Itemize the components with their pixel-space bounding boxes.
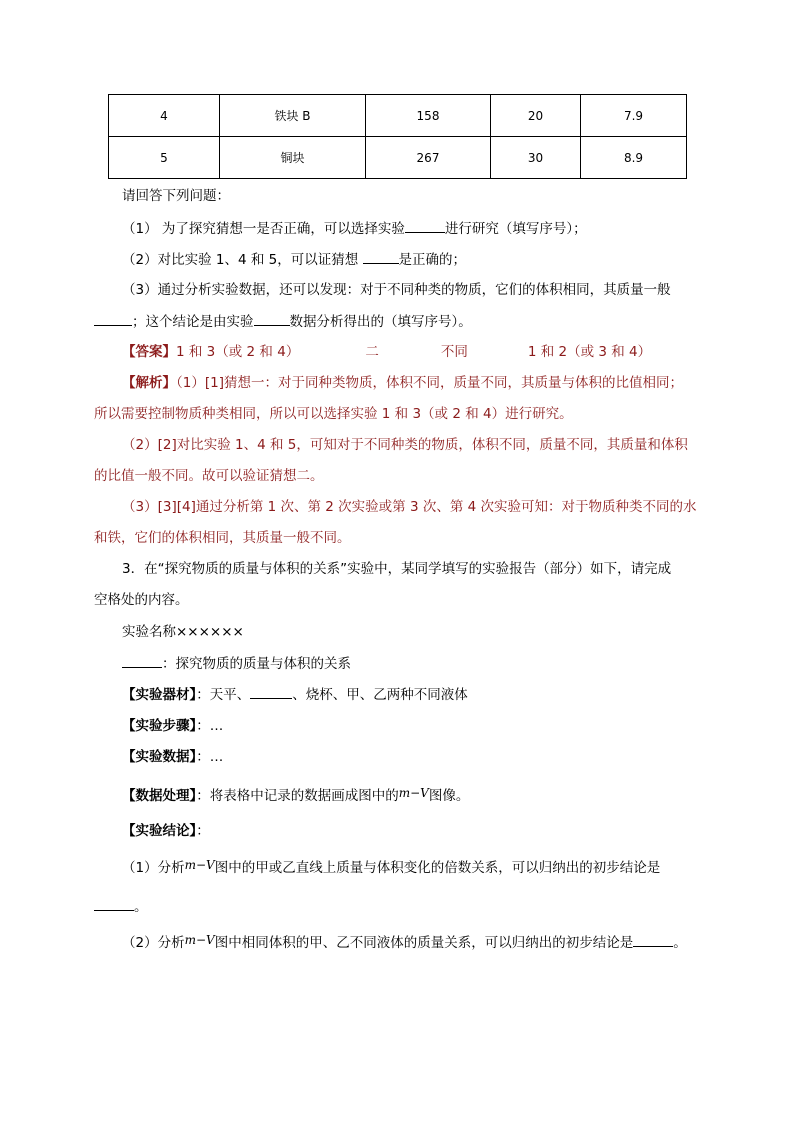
experiment-purpose: ：探究物质的质量与体积的关系 (122, 653, 700, 674)
analysis-1-line2: 所以需要控制物质种类相同，所以可以选择实验 1 和 3（或 2 和 4）进行研究。 (94, 406, 573, 422)
answer-2: 二 (365, 344, 379, 360)
table-row (109, 137, 687, 179)
table-row (109, 95, 687, 137)
conclusion-2: （2）分析m−V图中相同体积的甲、乙不同液体的质量关系，可以归纳出的初步结论是 。 (122, 933, 687, 951)
table-cell: 158 (366, 95, 491, 137)
answer-blank (250, 684, 292, 699)
problem-3-line2: 空格处的内容。 (94, 592, 189, 608)
question-2: （2）对比实验 1、4 和 5，可以证猜想 是正确的； (122, 249, 700, 270)
analysis-1-line1: 【解析】（1）[1]猜想一：对于同种类物质，体积不同，质量不同，其质量与体积的比值相同； (122, 375, 683, 391)
experiment-name: 实验名称×××××× (122, 624, 244, 640)
conclusion-1-line1: （1）分析m−V图中的甲或乙直线上质量与体积变化的倍数关系，可以归纳出的初步结论是 (122, 858, 661, 876)
table-cell: 7.9 (581, 95, 687, 137)
table-cell: 8.9 (581, 137, 687, 179)
question-3-line1: （3）通过分析实验数据，还可以发现：对于不同种类的物质，它们的体积相同，其质量一般 (122, 282, 671, 298)
mv-formula: m−V (398, 786, 429, 800)
experiment-equipment: 【实验器材】：天平、 、烧杯、甲、乙两种不同液体 (122, 684, 700, 705)
answer-blank (363, 249, 399, 264)
experiment-conclusion: 【实验结论】： (122, 823, 210, 839)
question-3-line2: ；这个结论是由实验 数据分析得出的（填写序号）。 (94, 311, 700, 332)
data-processing: 【数据处理】：将表格中记录的数据画成图中的m−V图像。 (122, 786, 470, 804)
answer-line (122, 342, 700, 362)
answer-1: 1 和 3（或 2 和 4） (176, 344, 300, 360)
analysis-3-line1: （3）[3][4]通过分析第 1 次、第 2 次实验或第 3 次、第 4 次实验可知：对于物质种类不同的水 (122, 499, 697, 515)
answer-blank (405, 218, 445, 233)
analysis-2-line1: （2）[2]对比实验 1、4 和 5，可知对于不同种类的物质，体积不同，质量不同，其质量和体积 (122, 437, 688, 453)
table-cell: 267 (366, 137, 491, 179)
table-cell: 4 (109, 95, 220, 137)
answer-blank (254, 311, 290, 326)
answer-tag: 【答案】 (122, 344, 176, 360)
problem-3-line1: 3．在“探究物质的质量与体积的关系”实验中，某同学填写的实验报告（部分）如下，请完成 (122, 561, 672, 577)
answer-3: 不同 (440, 344, 468, 360)
analysis-2-line2: 的比值一般不同。故可以验证猜想二。 (94, 468, 324, 484)
answer-blank (122, 653, 162, 668)
table-cell: 铁块 B (220, 95, 366, 137)
table-cell: 5 (109, 137, 220, 179)
answer-blank (94, 311, 132, 326)
conclusion-1-line2: 。 (94, 896, 700, 917)
table-cell: 铜块 (220, 137, 366, 179)
experiment-steps: 【实验步骤】：… (122, 718, 224, 734)
question-1: （1） 为了探究猜想一是否正确，可以选择实验 进行研究（填写序号）； (122, 218, 700, 239)
answer-blank (94, 896, 134, 911)
table-cell: 30 (491, 137, 581, 179)
answer-blank (633, 932, 673, 947)
questions-intro: 请回答下列问题： (122, 188, 230, 204)
analysis-3-line2: 和铁，它们的体积相同，其质量一般不同。 (94, 530, 351, 546)
data-table (108, 94, 687, 179)
answer-4: 1 和 2（或 3 和 4） (527, 344, 652, 360)
experiment-data: 【实验数据】：… (122, 749, 224, 765)
table-cell: 20 (491, 95, 581, 137)
